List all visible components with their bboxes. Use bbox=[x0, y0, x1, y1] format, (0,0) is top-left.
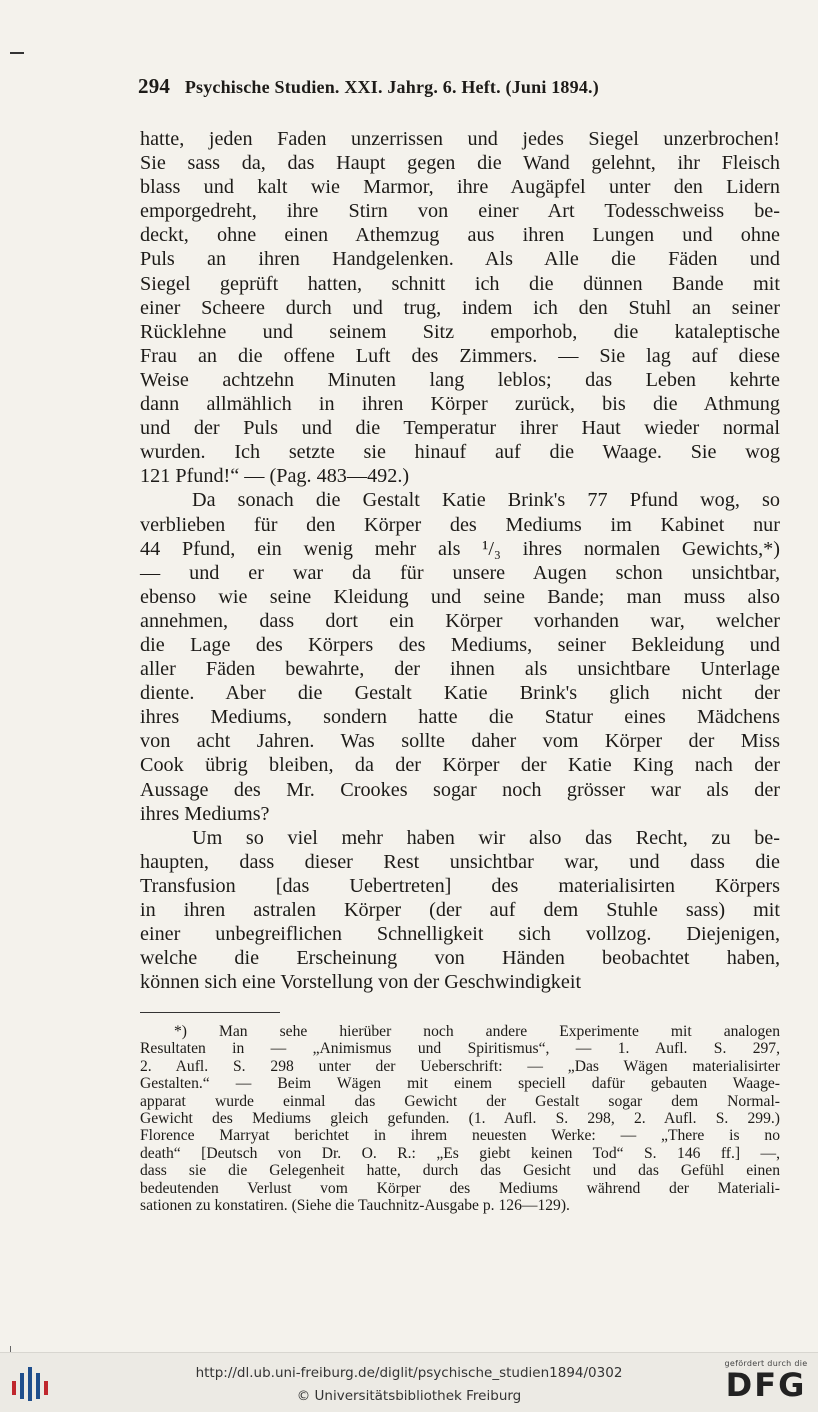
page-url[interactable]: http://dl.ub.uni-freiburg.de/diglit/psychische_studien1894/0302 bbox=[195, 1365, 623, 1381]
text-line: Aussage des Mr. Crookes sogar noch grösser war als der bbox=[140, 778, 780, 801]
viewer-footer bbox=[0, 1352, 818, 1412]
text-line: Transfusion [das Uebertreten] des materialisirten Körpers bbox=[140, 874, 780, 897]
margin-mark bbox=[10, 52, 24, 54]
text-line: ebenso wie seine Kleidung und seine Bande; man muss also bbox=[140, 585, 780, 608]
footnote bbox=[140, 1023, 780, 1214]
running-title: Psychische Studien. XXI. Jahrg. 6. Heft. (Juni 1894.) bbox=[184, 77, 599, 97]
text-line: welche die Erscheinung von Händen beobachtet haben, bbox=[140, 947, 780, 970]
text-line: Cook übrig bleiben, da der Körper der Katie King nach der bbox=[140, 754, 780, 777]
text-line: in ihren astralen Körper (der auf dem Stuhle sass) mit bbox=[140, 899, 780, 921]
footnote-line: Resultaten in — „Animismus und Spiritismus“, — 1. Aufl. S. 297, bbox=[140, 1040, 780, 1058]
text-line: ihres Mediums, sondern hatte die Statur eines Mädchens bbox=[140, 706, 780, 729]
text-line: verblieben für den Körper des Mediums im Kabinet nur bbox=[140, 513, 780, 536]
running-header bbox=[138, 74, 778, 99]
page-number: 294 bbox=[138, 74, 171, 98]
text-line: Da sonach die Gestalt Katie Brink's 77 Pfund wog, so bbox=[192, 489, 780, 512]
text-line: wurden. Ich setzte sie hinauf auf die Waage. Sie wog bbox=[140, 441, 780, 464]
text-line: Rücklehne und seinem Sitz emporhob, die kataleptische bbox=[140, 320, 780, 343]
text-line: Weise achtzehn Minuten lang leblos; das Leben kehrte bbox=[140, 368, 780, 391]
text-line: dann allmählich in ihren Körper zurück, bis die Athmung bbox=[140, 393, 780, 416]
text-line: Um so viel mehr haben wir also das Recht, zu be- bbox=[192, 826, 780, 849]
text-line: annehmen, dass dort ein Körper vorhanden war, welcher bbox=[140, 609, 780, 632]
footnote-line: Florence Marryat berichtet in ihrem neuesten Werke: — „There is no bbox=[140, 1127, 780, 1145]
text-line: einer unbegreiflichen Schnelligkeit sich vollzog. Diejenigen, bbox=[140, 923, 780, 946]
footnote-line: *) Man sehe hierüber noch andere Experimente mit analogen bbox=[174, 1023, 780, 1040]
footnote-line: Gewicht des Mediums gleich gefunden. (1. Aufl. S. 298, 2. Aufl. S. 299.) bbox=[140, 1109, 780, 1127]
dfg-funding-label: gefördert durch die bbox=[724, 1359, 808, 1368]
text-line: Sie sass da, das Haupt gegen die Wand gelehnt, ihr Fleisch bbox=[140, 152, 780, 175]
text-line: 121 Pfund!“ — (Pag. 483—492.) bbox=[140, 465, 410, 488]
footnote-line: bedeutenden Verlust vom Körper des Mediums während der Materiali- bbox=[140, 1179, 780, 1197]
text-line: können sich eine Vorstellung von der Geschwindigkeit bbox=[140, 971, 582, 994]
text-line: und der Puls und die Temperatur ihrer Haut wieder normal bbox=[140, 417, 780, 440]
footnote-line: apparat wurde einmal das Gewicht der Gestalt sogar dem Normal- bbox=[140, 1092, 780, 1110]
footnote-line: 2. Aufl. S. 298 unter der Ueberschrift: — „Das Wägen materialisirter bbox=[140, 1057, 780, 1075]
text-line: Frau an die offene Luft des Zimmers. — Sie lag auf diese bbox=[140, 344, 780, 367]
footnote-line: sationen zu konstatiren. (Siehe die Tauchnitz-Ausgabe p. 126—129). bbox=[140, 1196, 570, 1214]
text-line: die Lage des Körpers des Mediums, seiner Bekleidung und bbox=[140, 633, 780, 656]
text-line: hatte, jeden Faden unzerrissen und jedes Siegel unzerbrochen! bbox=[140, 128, 780, 150]
dfg-wordmark: DFG bbox=[725, 1366, 807, 1404]
text-line: aller Fäden bewahrte, der ihnen als unsichtbare Unterlage bbox=[140, 658, 780, 681]
text-line: einer Scheere durch und trug, indem ich den Stuhl an seiner bbox=[140, 296, 780, 319]
text-line: Puls an ihren Handgelenken. Als Alle die Fäden und bbox=[140, 248, 780, 271]
main-text bbox=[140, 127, 780, 994]
text-line: diente. Aber die Gestalt Katie Brink's glich nicht der bbox=[140, 682, 780, 705]
text-line: von acht Jahren. Was sollte daher vom Körper der Miss bbox=[140, 730, 780, 753]
footnote-rule bbox=[140, 1012, 280, 1013]
text-line: — und er war da für unsere Augen schon unsichtbar, bbox=[140, 561, 780, 584]
footnote-line: Gestalten.“ — Beim Wägen mit einem speciell dafür gebauten Waage- bbox=[140, 1075, 780, 1093]
text-line: emporgedreht, ihre Stirn von einer Art Todesschweiss be- bbox=[140, 200, 780, 223]
text-line: haupten, dass dieser Rest unsichtbar war, und dass die bbox=[140, 850, 780, 873]
text-line: 44 Pfund, ein wenig mehr als ¹/₃ ihres normalen Gewichts,*) bbox=[140, 537, 780, 560]
copyright-notice: © Universitätsbibliothek Freiburg bbox=[296, 1388, 522, 1404]
text-line: Siegel geprüft hatten, schnitt ich die dünnen Bande mit bbox=[140, 272, 780, 295]
footnote-line: dass sie die Gelegenheit hatte, durch das Gesicht und das Gefühl einen bbox=[140, 1162, 780, 1180]
text-line: ihres Mediums? bbox=[140, 802, 270, 825]
text-line: deckt, ohne einen Athemzug aus ihren Lungen und ohne bbox=[140, 224, 780, 247]
text-line: blass und kalt wie Marmor, ihre Augäpfel unter den Lidern bbox=[140, 176, 780, 199]
footnote-line: death“ [Deutsch von Dr. O. R.: „Es giebt keinen Tod“ S. 146 ff.] —, bbox=[140, 1144, 780, 1162]
dfg-logo bbox=[722, 1359, 810, 1407]
